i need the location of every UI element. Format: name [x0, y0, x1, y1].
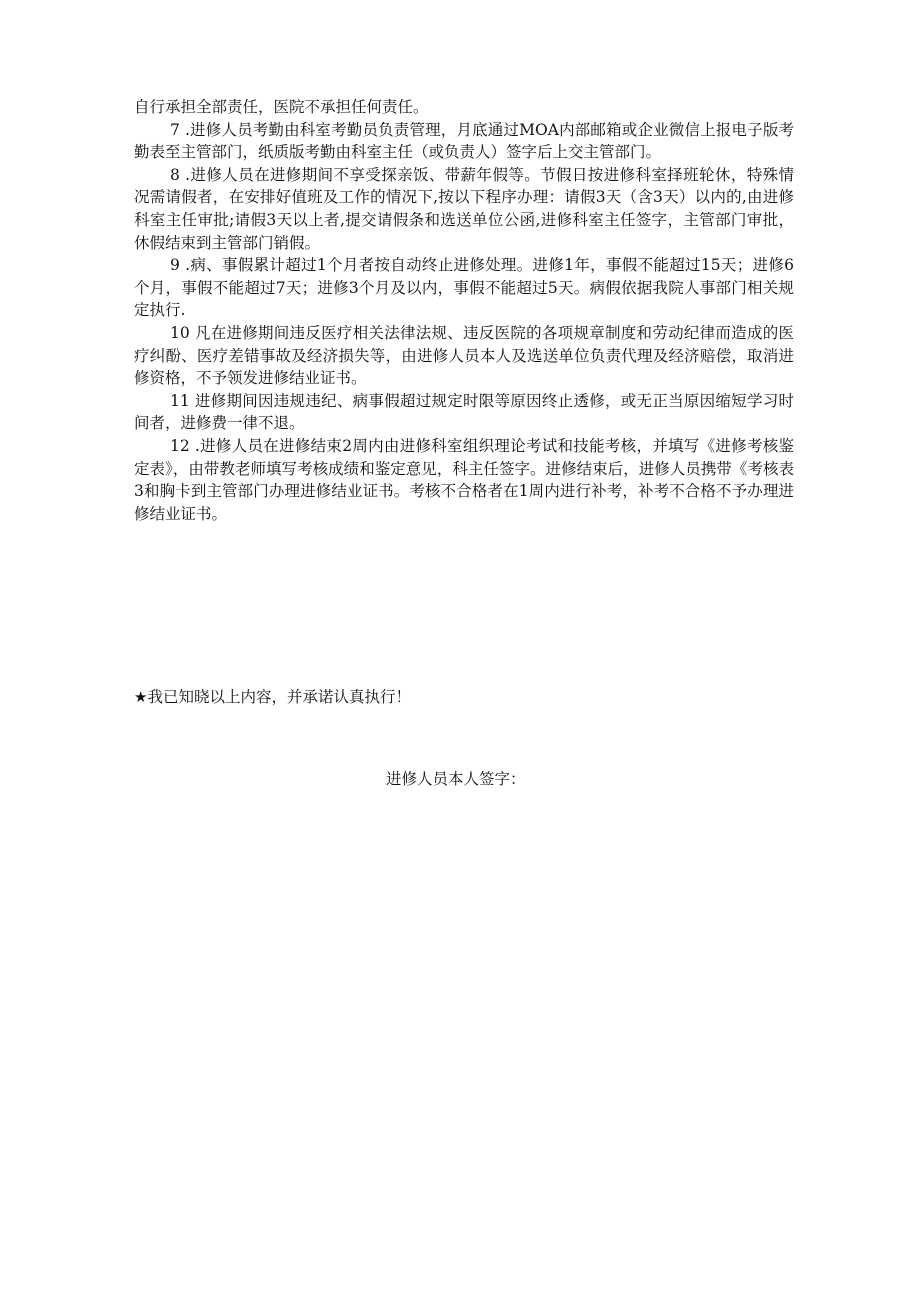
paragraph-item-10: 10 凡在进修期间违反医疗相关法律法规、违反医院的各项规章制度和劳动纪律而造成的医疗纠酚、医疗差错事故及经济损失等，由进修人员本人及选送单位负责代理及经济赔偿，取消进修资格，不予领发进修结业证书。	[134, 323, 794, 388]
paragraph-continuation: 自行承担全部责任，医院不承担任何责任。	[134, 98, 429, 116]
paragraph-item-7: 7 .进修人员考勤由科室考勤员负责管理，月底通过MOA内部邮箱或企业微信上报电子版考勤表至主管部门，纸质版考勤由科室主任（或负责人）签字后上交主管部门。	[134, 120, 794, 162]
paragraph-item-12: 12 .进修人员在进修结束2周内由进修科室组织理论考试和技能考核，并填写《进修考核鉴定表》，由带教老师填写考核成绩和鉴定意见，科主任签字。进修结束后，进修人员携带《考核表3和胸卡到主管部门办理进修结业证书。考核不合格者在1周内进行补考，补考不合格不予办理进修结业证书。	[134, 436, 794, 523]
signature-label: 进修人员本人签字：	[386, 770, 526, 788]
paragraph-item-9: 9 .病、事假累计超过1个月者按自动终止进修处理。进修1年，事假不能超过15天；进修6个月，事假不能超过7天；进修3个月及以内，事假不能超过5天。病假依据我院人事部门相关规定执行.	[134, 256, 794, 320]
document-body	[134, 96, 794, 525]
acknowledgement-statement	[134, 686, 411, 708]
star-icon: ★	[134, 688, 148, 706]
acknowledgement-text: 我已知晓以上内容，并承诺认真执行！	[147, 688, 411, 706]
paragraph-item-11: 11 进修期间因违规违纪、病事假超过规定时限等原因终止透修，或无正当原因缩短学习时间者，进修费一律不退。	[134, 391, 794, 433]
paragraph-item-8: 8 .进修人员在进修期间不享受探亲饭、带薪年假等。节假日按进修科室择班轮休，特殊情况需请假者，在安排好值班及工作的情况下,按以下程序办理：请假3天（含3天）以内的,由进修科室主任审批;请假3天以上者,提交请假条和选送单位公函,进修科室主任签字，主管部门审批，休假结束到主管部门销假。	[134, 165, 794, 252]
